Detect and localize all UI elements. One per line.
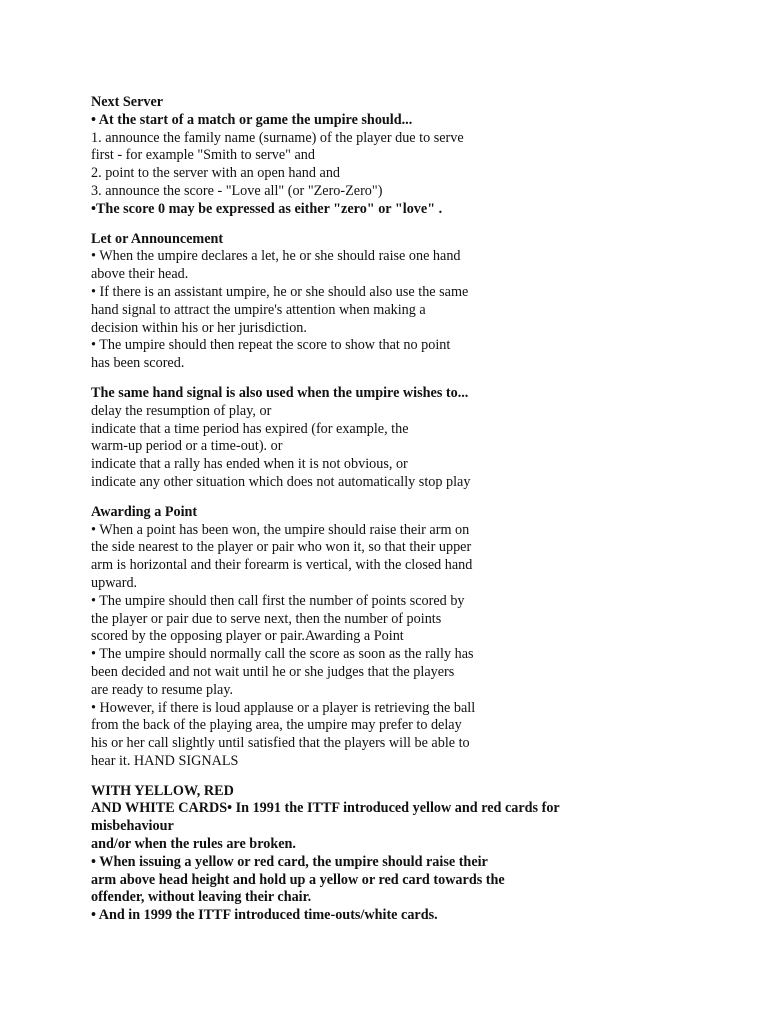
section-heading: Let or Announcement [91,230,224,247]
spacer [91,492,691,504]
paragraph-line: hear it. HAND SIGNALS [91,752,239,769]
paragraph-line: • When issuing a yellow or red card, the umpire should raise their [91,853,488,870]
paragraph-line: • And in 1999 the ITTF introduced time-outs/white cards. [91,907,438,924]
spacer [91,771,691,783]
paragraph-line: • When a point has been won, the umpire should raise their arm on [91,521,470,538]
section-heading: The same hand signal is also used when the umpire wishes to... [91,384,469,401]
paragraph-line: has been scored. [91,355,185,372]
section-let-announcement [91,231,691,373]
spacer [91,373,691,385]
paragraph-line: 3. announce the score - "Love all" (or "Zero-Zero") [91,182,383,199]
paragraph-line: offender, without leaving their chair. [91,889,312,906]
paragraph-line: first - for example "Smith to serve" and [91,147,315,164]
paragraph-line: above their head. [91,266,189,283]
section-same-hand-signal [91,385,691,492]
section-heading: Awarding a Point [91,503,198,520]
paragraph-line: • The umpire should then call first the number of points scored by [91,592,465,609]
paragraph-line: and/or when the rules are broken. [91,836,296,853]
section-cards [91,783,691,925]
paragraph-line: from the back of the playing area, the umpire may prefer to delay [91,717,462,734]
paragraph-line: arm is horizontal and their forearm is vertical, with the closed hand [91,557,473,574]
paragraph-line: decision within his or her jurisdiction. [91,319,307,336]
paragraph-line: delay the resumption of play, or [91,402,272,419]
paragraph-line: arm above head height and hold up a yellow or red card towards the [91,871,505,888]
paragraph-line: the player or pair due to serve next, then the number of points [91,610,442,627]
paragraph-line: AND WHITE CARDS• In 1991 the ITTF introduced yellow and red cards for [91,800,560,817]
document-page [91,94,691,925]
spacer [91,219,691,231]
paragraph-line: WITH YELLOW, RED [91,782,234,799]
paragraph-line: upward. [91,574,138,591]
paragraph-line: 2. point to the server with an open hand and [91,165,341,182]
paragraph-line: hand signal to attract the umpire's attention when making a [91,301,426,318]
section-heading: Next Server [91,94,164,110]
paragraph-line: his or her call slightly until satisfied that the players will be able to [91,735,470,752]
paragraph-line: • At the start of a match or game the umpire should... [91,111,413,128]
paragraph-line: indicate that a time period has expired (for example, the [91,420,409,437]
section-next-server [91,94,691,219]
paragraph-line: warm-up period or a time-out). or [91,438,283,455]
paragraph-line: •The score 0 may be expressed as either "zero" or "love" . [91,200,443,217]
paragraph-line: the side nearest to the player or pair who won it, so that their upper [91,539,472,556]
paragraph-line: indicate any other situation which does not automatically stop play [91,473,471,490]
paragraph-line: misbehaviour [91,818,174,835]
paragraph-line: • When the umpire declares a let, he or she should raise one hand [91,248,461,265]
paragraph-line: indicate that a rally has ended when it is not obvious, or [91,456,408,473]
paragraph-line: • However, if there is loud applause or a player is retrieving the ball [91,699,476,716]
paragraph-line: 1. announce the family name (surname) of the player due to serve [91,129,464,146]
paragraph-line: been decided and not wait until he or she judges that the players [91,663,455,680]
paragraph-line: • The umpire should normally call the score as soon as the rally has [91,646,474,663]
section-awarding-point [91,504,691,771]
paragraph-line: • If there is an assistant umpire, he or she should also use the same [91,283,469,300]
paragraph-line: are ready to resume play. [91,681,234,698]
paragraph-line: scored by the opposing player or pair.Awarding a Point [91,628,404,645]
paragraph-line: • The umpire should then repeat the score to show that no point [91,337,451,354]
